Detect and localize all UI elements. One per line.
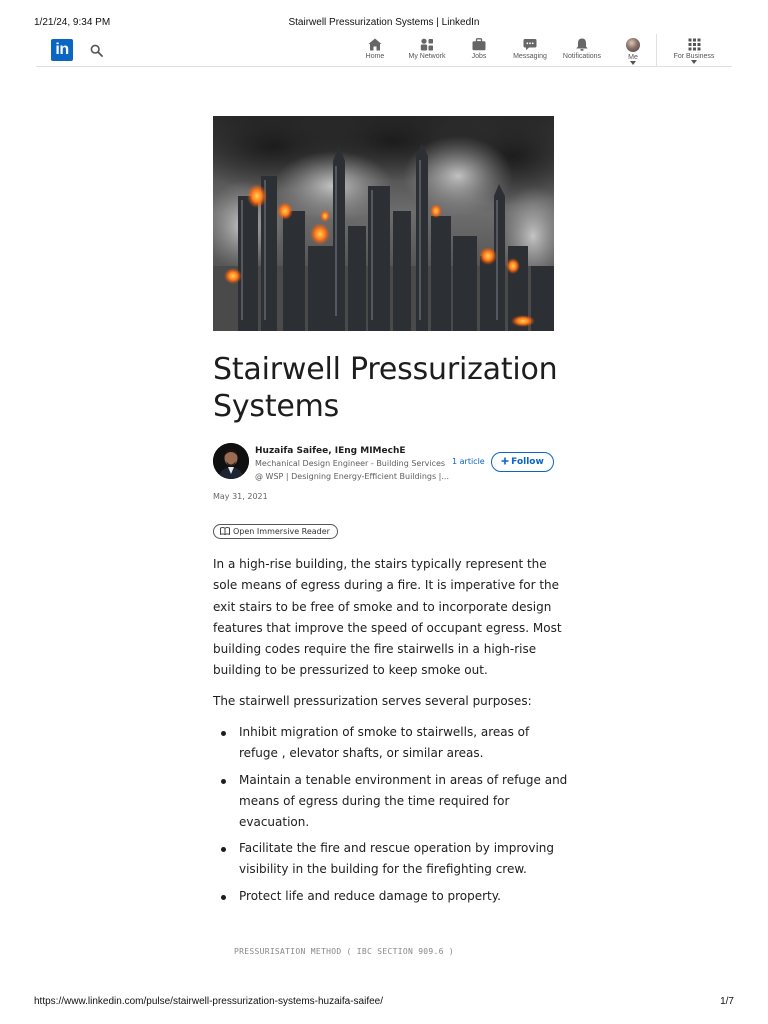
article-paragraph: In a high-rise building, the stairs typically represent the sole means of egress during a fire. It is imperative for the exit stairs to be free of smoke and to incorporate design features that improve the speed of occupant egress. Most building codes require the fire stairwells in a high-rise building to be pressurized to keep smoke out. bbox=[213, 557, 562, 678]
author-headline-continued: @ WSP | Designing Energy-Efficient Buildings |... bbox=[255, 472, 449, 481]
home-icon bbox=[368, 38, 382, 51]
author-avatar[interactable] bbox=[213, 443, 249, 479]
chat-icon bbox=[523, 38, 537, 51]
caret-down-icon bbox=[691, 60, 697, 64]
list-item-text: Protect life and reduce damage to property. bbox=[239, 888, 501, 903]
bullet-icon bbox=[221, 731, 226, 736]
nav-for-business-label: For Business bbox=[664, 53, 724, 64]
global-nav bbox=[36, 34, 732, 67]
print-page-title: Stairwell Pressurization Systems | LinkedIn bbox=[288, 17, 480, 28]
nav-my-network-label: My Network bbox=[408, 53, 446, 60]
immersive-reader-button[interactable] bbox=[213, 524, 338, 539]
author-name[interactable]: Huzaifa Saifee, IEng MIMechE bbox=[255, 446, 406, 456]
list-item bbox=[239, 886, 569, 907]
author-article-count[interactable]: 1 article bbox=[452, 457, 485, 466]
bullet-icon bbox=[221, 895, 226, 900]
bullet-icon bbox=[221, 779, 226, 784]
burning-city-illustration bbox=[213, 116, 554, 331]
nav-jobs[interactable] bbox=[453, 38, 505, 64]
print-page-number: 1/7 bbox=[720, 996, 734, 1007]
purposes-list bbox=[239, 722, 569, 912]
nav-jobs-label: Jobs bbox=[471, 53, 487, 60]
nav-messaging-label: Messaging bbox=[513, 53, 547, 60]
grid-icon bbox=[688, 38, 701, 51]
avatar bbox=[626, 38, 640, 52]
immersive-reader-label: Open Immersive Reader bbox=[233, 527, 330, 536]
bullet-icon bbox=[221, 847, 226, 852]
network-icon bbox=[420, 38, 434, 51]
author-headline: Mechanical Design Engineer - Building Services bbox=[255, 459, 446, 468]
print-header bbox=[34, 17, 734, 29]
author-photo bbox=[213, 443, 249, 479]
nav-home[interactable] bbox=[349, 38, 401, 64]
nav-me-label: Me bbox=[607, 54, 659, 65]
nav-messaging[interactable] bbox=[504, 38, 556, 64]
caret-down-icon bbox=[630, 61, 636, 65]
follow-label: Follow bbox=[511, 457, 544, 467]
list-item-text: Inhibit migration of smoke to stairwells, areas of refuge , elevator shafts, or similar areas. bbox=[239, 725, 530, 760]
print-timestamp: 1/21/24, 9:34 PM bbox=[34, 17, 111, 28]
article-hero-image bbox=[213, 116, 554, 331]
nav-home-label: Home bbox=[365, 53, 385, 60]
nav-notifications[interactable] bbox=[556, 38, 608, 64]
list-item bbox=[239, 838, 569, 880]
image-caption: PRESSURISATION METHOD ( IBC SECTION 909.6 ) bbox=[234, 947, 455, 956]
nav-divider bbox=[656, 34, 657, 66]
search-icon[interactable] bbox=[90, 44, 103, 57]
plus-icon bbox=[501, 457, 509, 465]
article-paragraph: The stairwell pressurization serves several purposes: bbox=[213, 694, 532, 708]
nav-notifications-label: Notifications bbox=[562, 53, 602, 60]
list-item-text: Facilitate the fire and rescue operation by improving visibility in the building for the firefighting crew. bbox=[239, 841, 555, 876]
list-item bbox=[239, 722, 569, 764]
briefcase-icon bbox=[472, 38, 486, 51]
nav-for-business[interactable] bbox=[664, 38, 724, 64]
print-footer-url: https://www.linkedin.com/pulse/stairwell-pressurization-systems-huzaifa-saifee/ bbox=[34, 996, 384, 1007]
publish-date: May 31, 2021 bbox=[213, 492, 268, 501]
list-item bbox=[239, 770, 569, 833]
bell-icon bbox=[575, 38, 589, 51]
article-title: Stairwell Pressurization Systems bbox=[213, 352, 558, 424]
list-item-text: Maintain a tenable environment in areas of refuge and means of egress during the time required for evacuation. bbox=[239, 772, 568, 829]
nav-my-network[interactable] bbox=[401, 38, 453, 64]
follow-button[interactable] bbox=[491, 452, 554, 472]
book-icon bbox=[220, 527, 230, 535]
linkedin-logo[interactable]: in bbox=[51, 39, 73, 61]
nav-me[interactable] bbox=[607, 38, 659, 64]
